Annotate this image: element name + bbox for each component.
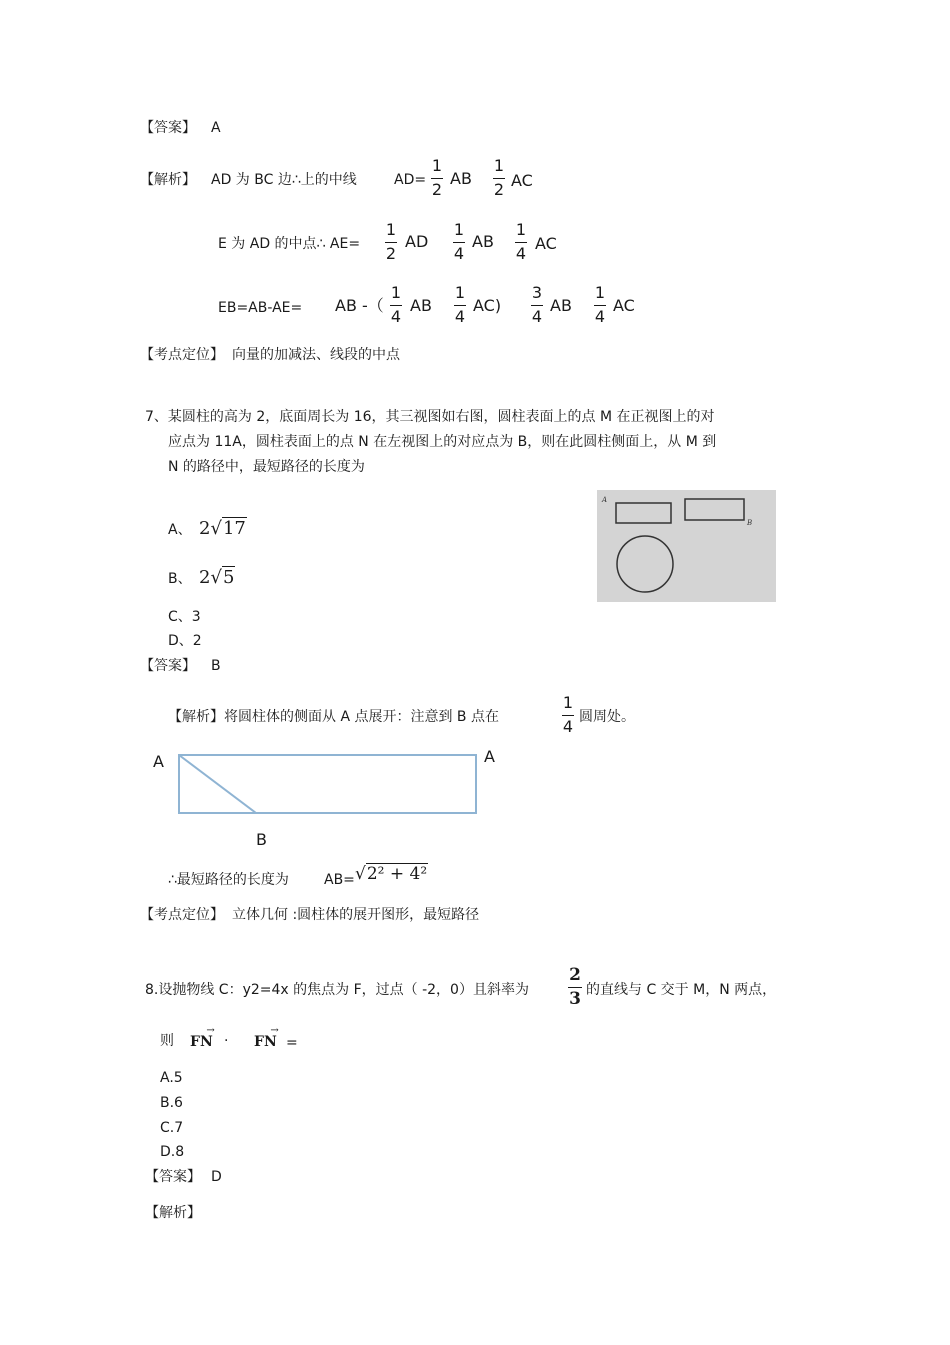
option-b-label: B、 — [168, 571, 192, 587]
kaodian-tag-q7: 【考点定位】 — [140, 907, 224, 923]
shortest-path-line — [179, 755, 256, 813]
fraction-three-quarters: 3 4 — [531, 283, 543, 326]
fraction-half: 1 2 — [431, 156, 443, 199]
vec-ac: AC — [511, 171, 533, 190]
analysis-line3-lhs: EB=AB-AE= — [218, 300, 303, 316]
q8-option-c: C.7 — [160, 1120, 184, 1136]
diagram-label-a-right: A — [484, 747, 495, 766]
q7-analysis-prefix: 【解析】将圆柱体的侧面从 A 点展开：注意到 B 点在 — [168, 709, 499, 725]
analysis-line2-text: E 为 AD 的中点∴ AE= — [218, 236, 361, 252]
analysis-line1-text: AD 为 BC 边∴上的中线 — [211, 172, 357, 188]
answer-value-q7: B — [211, 658, 221, 674]
q7-analysis-suffix: 圆周处。 — [579, 709, 635, 725]
fraction-quarter: 1 4 — [453, 220, 465, 263]
three-view-svg — [597, 490, 776, 602]
unrolled-rectangle — [179, 755, 476, 813]
fraction-quarter: 1 4 — [594, 283, 606, 326]
q7-stem-line2: 应点为 11A，圆柱表面上的点 N 在左视图上的对应点为 B，则在此圆柱侧面上，从 M 到 — [168, 434, 717, 450]
answer-value-q6: A — [211, 120, 221, 136]
fraction-quarter: 1 4 — [515, 220, 527, 263]
side-view-rect — [685, 499, 744, 520]
equals-sign: = — [286, 1035, 298, 1051]
vector-fn-1: FN → — [190, 1025, 215, 1050]
figure-label-b: B — [747, 519, 753, 527]
fraction-half: 1 2 — [385, 220, 397, 263]
vec-ac: AC — [535, 234, 557, 253]
vec-ac: AC — [613, 296, 635, 315]
fraction-half: 1 2 — [493, 156, 505, 199]
vec-ad: AD — [405, 232, 429, 251]
vec-ab: AB — [450, 169, 472, 188]
answer-tag-q7: 【答案】 — [140, 658, 196, 674]
vector-fn-2: FN → — [254, 1025, 279, 1050]
unrolled-cylinder-diagram — [150, 745, 510, 850]
q7-stem-line3: N 的路径中，最短路径的长度为 — [168, 459, 365, 475]
vec-ab: AB — [410, 296, 432, 315]
answer-tag-q6: 【答案】 — [140, 120, 196, 136]
top-view-circle — [617, 536, 673, 592]
vec-ab: AB — [550, 296, 572, 315]
q8-stem-prefix: 8.设抛物线 C：y2=4x 的焦点为 F，过点（ -2，0）且斜率为 — [145, 982, 529, 998]
option-b-value: 2√5 — [199, 567, 235, 588]
answer-tag-q8: 【答案】 — [145, 1169, 201, 1185]
kaodian-text-q6: 向量的加减法、线段的中点 — [232, 347, 400, 363]
q8-option-a: A.5 — [160, 1070, 183, 1086]
diagram-label-b: B — [256, 830, 267, 849]
q8-option-b: B.6 — [160, 1095, 183, 1111]
option-d: D、2 — [168, 633, 202, 649]
option-a-label: A、 — [168, 522, 192, 538]
kaodian-tag-q6: 【考点定位】 — [140, 347, 224, 363]
fraction-quarter: 1 4 — [390, 283, 402, 326]
fraction-quarter: 1 4 — [562, 693, 574, 736]
three-view-figure — [597, 490, 776, 602]
q8-then: 则 — [160, 1033, 174, 1049]
vec-ab: AB — [472, 232, 494, 251]
option-a-value: 2√17 — [199, 518, 246, 539]
vec-ac-paren: AC) — [473, 296, 502, 315]
fraction-quarter: 1 4 — [454, 283, 466, 326]
q8-option-d: D.8 — [160, 1144, 185, 1160]
q8-stem-suffix: 的直线与 C 交于 M，N 两点， — [586, 982, 777, 998]
analysis-tag-q8: 【解析】 — [145, 1205, 201, 1221]
radical-expression: √2² + 4² — [355, 864, 428, 884]
ad-eq-label: AD= — [394, 172, 427, 188]
ab-eq-label: AB= — [324, 872, 355, 888]
answer-value-q8: D — [211, 1169, 222, 1185]
diagram-label-a-left: A — [153, 752, 164, 771]
option-c: C、3 — [168, 609, 201, 625]
dot-operator: · — [224, 1033, 229, 1049]
analysis-tag-q6: 【解析】 — [140, 172, 196, 188]
q7-conclusion: ∴最短路径的长度为 — [168, 872, 289, 888]
figure-label-a: A — [602, 496, 608, 504]
q7-stem-line1: 7、某圆柱的高为 2，底面周长为 16，其三视图如右图，圆柱表面上的点 M 在正视图上的对 — [145, 409, 715, 425]
front-view-rect — [616, 503, 671, 523]
analysis-line3-mid: AB -（ — [335, 296, 384, 315]
kaodian-text-q7: 立体几何 :圆柱体的展开图形，最短路径 — [232, 907, 480, 923]
slope-fraction: 2 3 — [569, 965, 581, 1009]
